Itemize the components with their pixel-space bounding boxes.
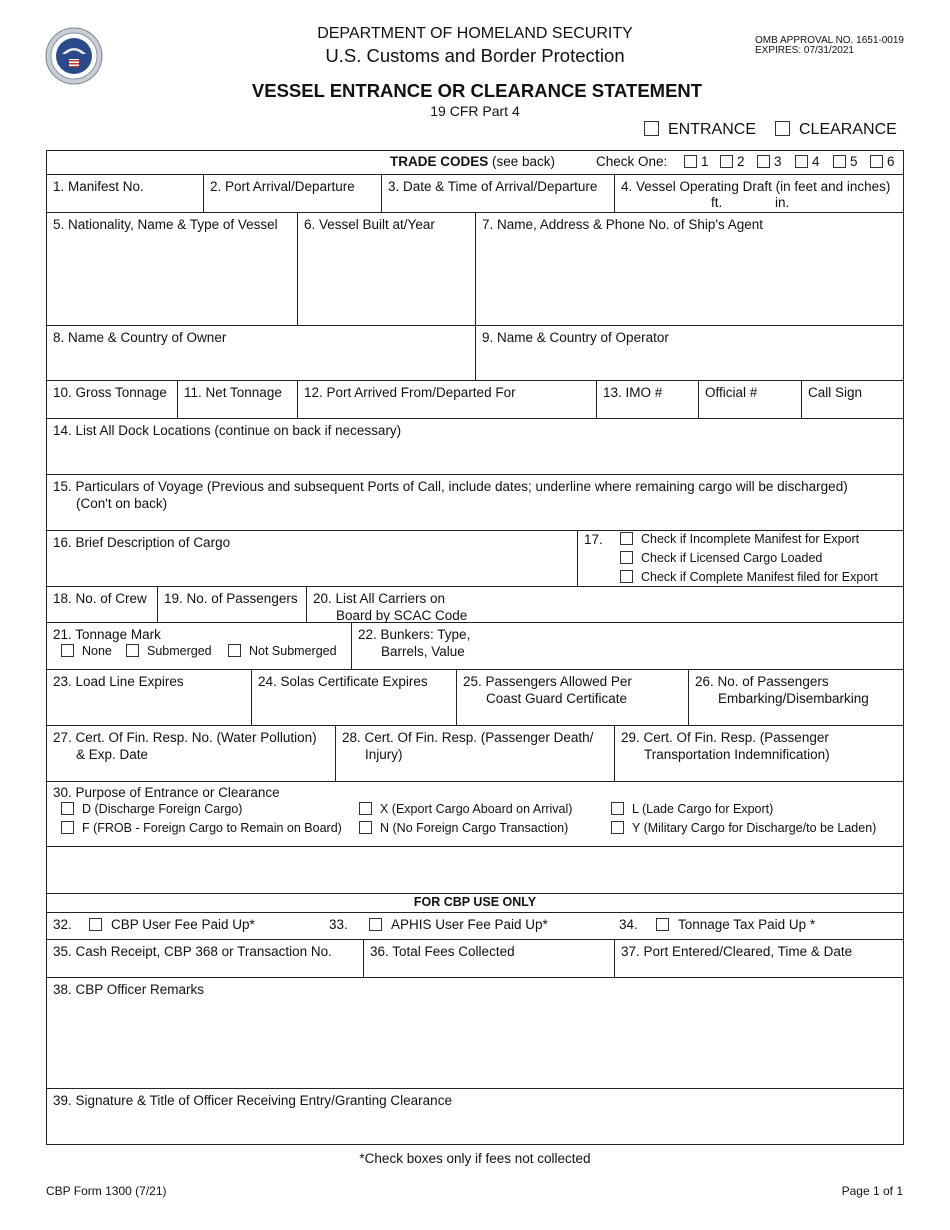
tonnage-none-label: None [82,644,112,658]
passengers-allowed-label: 25. Passengers Allowed Per [463,674,632,689]
licensed-cargo-checkbox[interactable] [620,551,633,564]
page-number: Page 1 of 1 [841,1184,903,1198]
tonnage-not-submerged-option[interactable] [228,644,337,659]
agency-line-1: DEPARTMENT OF HOMELAND SECURITY [317,25,633,42]
voyage-particulars-field[interactable] [47,475,903,515]
trade-code-2-label: 2 [737,154,745,169]
licensed-cargo-label: Check if Licensed Cargo Loaded [641,551,823,565]
purpose-x-label: X (Export Cargo Aboard on Arrival) [380,802,573,816]
field-32-number: 32. [53,917,72,932]
incomplete-manifest-option[interactable] [620,532,859,547]
call-sign-field[interactable]: Call Sign [808,385,863,400]
form-number: CBP Form 1300 (7/21) [46,1184,167,1198]
cbp-use-only-header: FOR CBP USE ONLY [413,895,537,909]
officer-remarks-field[interactable]: 38. CBP Officer Remarks [53,982,205,997]
passengers-embarking-field[interactable] [689,670,875,710]
trade-codes-title: TRADE CODES [390,154,489,169]
bunkers-label-cont: Barrels, Value [381,644,465,659]
draft-feet-label: ft. [711,195,723,210]
incomplete-manifest-label: Check if Incomplete Manifest for Export [641,532,860,546]
purpose-n-checkbox[interactable] [359,821,372,834]
trade-code-4-checkbox[interactable] [795,155,808,168]
operator-field[interactable]: 9. Name & Country of Operator [482,330,669,345]
purpose-y-checkbox[interactable] [611,821,624,834]
cbp-user-fee-label: CBP User Fee Paid Up* [111,917,255,932]
carriers-scac-field[interactable] [307,587,473,627]
transport-indemnification-label: 29. Cert. Of Fin. Resp. (Passenger [621,730,829,745]
field-17-number: 17. [584,532,603,547]
form-title: VESSEL ENTRANCE OR CLEARANCE STATEMENT [251,80,703,101]
entrance-option[interactable] [644,121,756,139]
cbp-user-fee-checkbox[interactable] [89,918,102,931]
net-tonnage-field[interactable]: 11. Net Tonnage [184,385,282,400]
water-pollution-cert-field[interactable] [47,726,323,766]
trade-code-6[interactable] [870,154,895,169]
purpose-f-checkbox[interactable] [61,821,74,834]
purpose-l-option[interactable] [611,802,773,817]
trade-code-1-label: 1 [701,154,709,169]
port-entered-field[interactable]: 37. Port Entered/Cleared, Time & Date [621,944,853,959]
passengers-allowed-label-cont: Coast Guard Certificate [486,691,628,706]
trade-code-6-checkbox[interactable] [870,155,883,168]
trade-code-3-label: 3 [774,154,782,169]
port-arrival-departure-field[interactable]: 2. Port Arrival/Departure [210,179,355,194]
carriers-scac-label-cont: Board by SCAC Code [336,608,468,623]
purpose-y-option[interactable] [611,821,876,836]
transport-indemnification-label-cont: Transportation Indemnification) [644,747,830,762]
tonnage-submerged-label: Submerged [147,644,212,658]
tonnage-tax-checkbox[interactable] [656,918,669,931]
complete-manifest-label: Check if Complete Manifest filed for Export [641,570,878,584]
purpose-x-checkbox[interactable] [359,802,372,815]
trade-codes-suffix: (see back) [488,154,556,169]
bunkers-label: 22. Bunkers: Type, [358,627,471,642]
tonnage-submerged-checkbox[interactable] [126,644,139,657]
trade-code-6-label: 6 [887,154,895,169]
clearance-checkbox[interactable] [775,121,790,136]
trade-code-1[interactable] [684,154,709,169]
purpose-x-option[interactable] [359,802,572,817]
transport-indemnification-field[interactable] [615,726,836,766]
carriers-scac-label: 20. List All Carriers on [313,591,446,606]
purpose-f-label: F (FROB - Foreign Cargo to Remain on Board) [82,821,342,835]
rule [475,212,476,380]
rule [46,846,904,847]
voyage-particulars-continued: (Con't on back) [76,496,168,511]
trade-code-3-checkbox[interactable] [757,155,770,168]
trade-code-2[interactable] [720,154,745,169]
purpose-y-label: Y (Military Cargo for Discharge/to be Laden) [632,821,877,835]
port-arrived-from-field[interactable]: 12. Port Arrived From/Departed For [304,385,516,400]
purpose-d-checkbox[interactable] [61,802,74,815]
purpose-n-option[interactable] [359,821,568,836]
imo-number-field[interactable]: 13. IMO # [603,385,663,400]
tonnage-none-checkbox[interactable] [61,644,74,657]
water-pollution-cert-label: 27. Cert. Of Fin. Resp. No. (Water Pollution) [53,730,317,745]
tonnage-none-option[interactable] [61,644,112,659]
tonnage-not-submerged-checkbox[interactable] [228,644,241,657]
rule [46,893,904,894]
passengers-embarking-label-cont: Embarking/Disembarking [718,691,869,706]
tonnage-mark-label: 21. Tonnage Mark [53,627,161,642]
clearance-option[interactable] [775,121,897,139]
entrance-checkbox[interactable] [644,121,659,136]
fee-note: *Check boxes only if fees not collected [359,1151,591,1166]
trade-code-5-checkbox[interactable] [833,155,846,168]
cash-receipt-field[interactable]: 35. Cash Receipt, CBP 368 or Transaction No. [53,944,332,959]
agency-line-2: U.S. Customs and Border Protection [325,45,625,66]
passenger-death-cert-field[interactable] [336,726,599,766]
trade-codes-check-one: Check One: [596,154,668,169]
cfr-reference: 19 CFR Part 4 [430,103,520,119]
gross-tonnage-field[interactable]: 10. Gross Tonnage [53,385,167,400]
tonnage-submerged-option[interactable] [126,644,212,659]
rule [577,530,578,586]
purpose-label: 30. Purpose of Entrance or Clearance [53,785,280,800]
owner-field[interactable]: 8. Name & Country of Owner [53,330,227,345]
cbp-user-fee-option[interactable] [89,917,255,932]
official-number-field[interactable]: Official # [705,385,758,400]
officer-signature-field[interactable]: 39. Signature & Title of Officer Receiving Entry/Granting Clearance [53,1093,452,1108]
trade-code-5[interactable] [833,154,858,169]
trade-code-2-checkbox[interactable] [720,155,733,168]
incomplete-manifest-checkbox[interactable] [620,532,633,545]
vessel-draft-field[interactable]: 4. Vessel Operating Draft (in feet and inches) [621,179,891,194]
passenger-death-cert-label: 28. Cert. Of Fin. Resp. (Passenger Death/ [342,730,594,745]
passenger-death-cert-label-cont: Injury) [365,747,403,762]
purpose-n-label: N (No Foreign Cargo Transaction) [380,821,569,835]
tonnage-tax-label: Tonnage Tax Paid Up * [678,917,816,932]
date-time-arrival-field[interactable]: 3. Date & Time of Arrival/Departure [388,179,598,194]
vessel-nationality-field[interactable]: 5. Nationality, Name & Type of Vessel [53,217,278,232]
purpose-l-label: L (Lade Cargo for Export) [632,802,774,816]
voyage-particulars-label: 15. Particulars of Voyage (Previous and subsequent Ports of Call, include dates; underline where remaining cargo will be discharged) [53,479,848,494]
clearance-label: CLEARANCE [799,121,897,138]
trade-code-1-checkbox[interactable] [684,155,697,168]
solas-certificate-field[interactable]: 24. Solas Certificate Expires [258,674,428,689]
trade-code-4-label: 4 [812,154,820,169]
field-34-number: 34. [619,917,638,932]
purpose-f-option[interactable] [61,821,342,836]
crew-count-field[interactable]: 18. No. of Crew [53,591,147,606]
purpose-d-label: D (Discharge Foreign Cargo) [82,802,243,816]
draft-inches-label: in. [775,195,790,210]
complete-manifest-checkbox[interactable] [620,570,633,583]
ship-agent-field[interactable]: 7. Name, Address & Phone No. of Ship's Agent [482,217,763,232]
cargo-description-field[interactable]: 16. Brief Description of Cargo [53,535,231,550]
trade-code-3[interactable] [757,154,782,169]
tonnage-not-submerged-label: Not Submerged [249,644,337,658]
passenger-count-field[interactable]: 19. No. of Passengers [164,591,298,606]
manifest-no-field[interactable]: 1. Manifest No. [53,179,144,194]
purpose-l-checkbox[interactable] [611,802,624,815]
field-33-number: 33. [329,917,348,932]
trade-code-4[interactable] [795,154,820,169]
passengers-allowed-field[interactable] [457,670,638,710]
aphis-user-fee-label: APHIS User Fee Paid Up* [391,917,548,932]
trade-code-5-label: 5 [850,154,858,169]
water-pollution-cert-label-cont: & Exp. Date [76,747,149,762]
purpose-d-option[interactable] [61,802,242,817]
vessel-built-field[interactable]: 6. Vessel Built at/Year [304,217,435,232]
load-line-expires-field[interactable]: 23. Load Line Expires [53,674,184,689]
entrance-label: ENTRANCE [668,121,757,138]
licensed-cargo-option[interactable] [620,551,822,566]
tonnage-tax-option[interactable] [656,917,815,932]
complete-manifest-option[interactable] [620,570,878,585]
aphis-user-fee-option[interactable] [369,917,548,932]
total-fees-field[interactable]: 36. Total Fees Collected [370,944,515,959]
bunkers-field[interactable] [352,623,476,663]
omb-approval: OMB APPROVAL NO. 1651-0019 [755,35,904,46]
passengers-embarking-label: 26. No. of Passengers [695,674,829,689]
trade-codes-label [390,154,555,169]
omb-expires: EXPIRES: 07/31/2021 [755,45,854,56]
dock-locations-field[interactable]: 14. List All Dock Locations (continue on back if necessary) [53,423,402,438]
rule [46,912,904,913]
aphis-user-fee-checkbox[interactable] [369,918,382,931]
